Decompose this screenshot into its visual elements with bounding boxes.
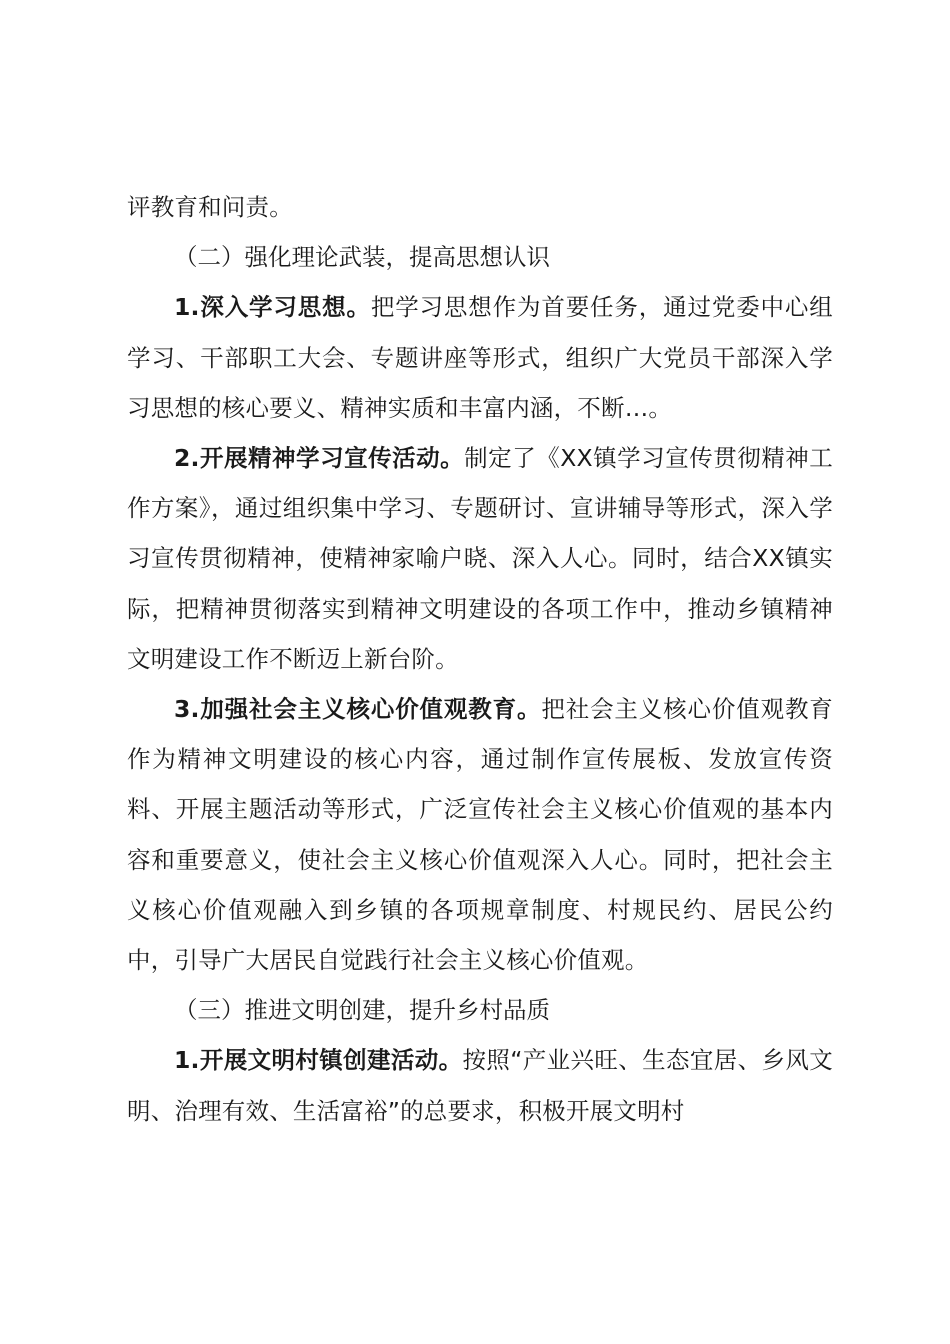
document-body: [127, 182, 833, 1136]
section-heading-3: （三）推进文明创建，提升乡村品质: [174, 996, 550, 1025]
paragraph-body: 把学习思想作为首要任务，通过党委中心组学习、干部职工大会、专题讲座等形式，组织广大党员干部深入学习思想的核心要义、精神实质和丰富内涵，不断…。: [127, 293, 833, 422]
paragraph-body: 把社会主义核心价值观教育作为精神文明建设的核心内容，通过制作宣传展板、发放宣传资料、开展主题活动等形式，广泛宣传社会主义核心价值观的基本内容和重要意义，使社会主义核心价值观深入人心。同时，把社会主义核心价值观融入到乡镇的各项规章制度、村规民约、居民公约中，引导广大居民自觉践行社会主义核心价值观。: [127, 695, 833, 975]
paragraph-lead: 2.开展精神学习宣传活动。: [174, 444, 465, 473]
paragraph-body: 按照“产业兴旺、生态宜居、乡风文明、治理有效、生活富裕”的总要求，积极开展文明村: [127, 1046, 833, 1125]
paragraph-core-values: [127, 684, 833, 985]
paragraph-study-thought: [127, 282, 833, 433]
paragraph-continuation: 评教育和问责。: [127, 193, 293, 221]
paragraph-lead: 1.开展文明村镇创建活动。: [174, 1046, 463, 1075]
paragraph-spirit-campaign: [127, 433, 833, 684]
paragraph-lead: 3.加强社会主义核心价值观教育。: [174, 695, 542, 724]
paragraph-lead: 1.深入学习思想。: [174, 293, 371, 322]
paragraph-body: 制定了《XX镇学习宣传贯彻精神工作方案》，通过组织集中学习、专题研讨、宣讲辅导等形式，深入学习宣传贯彻精神，使精神家喻户晓、深入人心。同时，结合XX镇实际，把精神贯彻落实到精神文明建设的各项工作中，推动乡镇精神文明建设工作不断迈上新台阶。: [127, 444, 833, 673]
section-heading-2: （二）强化理论武装，提高思想认识: [174, 243, 550, 272]
paragraph-civilized-village: [127, 1035, 833, 1135]
